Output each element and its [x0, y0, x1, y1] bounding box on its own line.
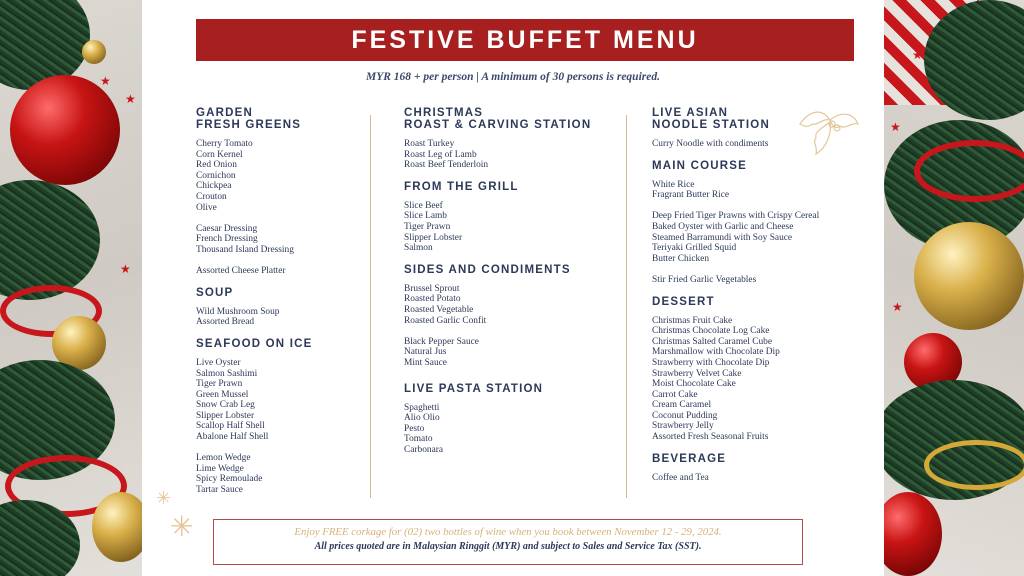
menu-item: Strawberry with Chocolate Dip — [652, 357, 770, 368]
menu-section — [652, 296, 867, 443]
menu-item: Tartar Sauce — [196, 485, 243, 496]
menu-item: Cherry Tomato — [196, 139, 253, 149]
menu-item: Assorted Fresh Seasonal Fruits — [652, 432, 769, 443]
menu-item: Deep Fried Tiger Prawns with Crispy Cereal — [652, 211, 820, 222]
section-heading: LIVE ASIAN NOODLE STATION — [652, 107, 770, 131]
menu-item: Coconut Pudding — [652, 410, 718, 421]
menu-item: Spicy Remoulade — [196, 474, 263, 485]
menu-card — [142, 0, 884, 576]
menu-item: Mint Sauce — [404, 357, 447, 368]
price-subtitle: MYR 168 + per person | A minimum of 30 persons is required. — [366, 71, 660, 83]
column-divider — [370, 115, 371, 498]
section-heading: SOUP — [196, 286, 234, 299]
promo-text: Enjoy FREE corkage for (02) two bottles of wine when you book between November 12 - 29, 2024. — [294, 526, 722, 538]
menu-item: Natural Jus — [404, 347, 447, 358]
menu-item: Strawberry Velvet Cake — [652, 368, 742, 379]
menu-item: Slice Beef — [404, 200, 443, 211]
star-icon: ★ — [912, 48, 923, 62]
snowflake-icon: ✳ — [156, 488, 172, 508]
menu-item: Roasted Vegetable — [404, 304, 474, 315]
menu-item: Christmas Salted Caramel Cube — [652, 336, 773, 347]
menu-section — [196, 107, 366, 277]
menu-section — [404, 383, 614, 456]
gold-ribbon-icon — [924, 440, 1024, 490]
menu-item: Caesar Dressing — [196, 223, 258, 234]
menu-item: Fragrant Butter Rice — [652, 190, 730, 201]
menu-item: Live Oyster — [196, 357, 241, 368]
section-heading: LIVE PASTA STATION — [404, 382, 544, 395]
section-heading: BEVERAGE — [652, 452, 727, 465]
menu-item: Tiger Prawn — [404, 221, 451, 232]
menu-item: Slipper Lobster — [196, 410, 255, 421]
snowflake-icon: ✳ — [170, 512, 194, 543]
menu-column-1 — [196, 107, 366, 506]
menu-item: Lime Wedge — [196, 463, 244, 474]
star-icon: ★ — [125, 92, 136, 106]
menu-section — [652, 453, 867, 484]
section-heading: DESSERT — [652, 295, 715, 308]
menu-item: Marshmallow with Chocolate Dip — [652, 347, 780, 358]
red-ornament-icon — [10, 75, 120, 185]
gold-ornament-icon — [92, 492, 142, 562]
menu-section — [196, 287, 366, 328]
star-icon: ★ — [890, 120, 901, 134]
menu-title: FESTIVE BUFFET MENU — [196, 19, 854, 61]
menu-item: Cornichon — [196, 170, 236, 181]
menu-item: French Dressing — [196, 234, 258, 245]
red-ornament-icon — [884, 492, 942, 576]
menu-item: Tomato — [404, 434, 433, 445]
menu-item: Corn Kernel — [196, 149, 243, 160]
menu-item: Spaghetti — [404, 402, 440, 413]
menu-item: Salmon Sashimi — [196, 368, 258, 379]
gold-ornament-icon — [82, 40, 106, 64]
menu-column-2 — [404, 107, 614, 465]
menu-item: Steamed Barramundi with Soy Sauce — [652, 232, 793, 243]
menu-item: Lemon Wedge — [196, 453, 251, 464]
menu-item: Assorted Bread — [196, 317, 255, 328]
right-decoration-panel — [884, 0, 1024, 576]
pine-branch-icon — [0, 180, 100, 300]
menu-column-3 — [652, 107, 867, 493]
menu-item: Chickpea — [196, 181, 232, 192]
menu-section — [652, 160, 867, 286]
column-divider — [626, 115, 627, 498]
menu-item: Tiger Prawn — [196, 379, 243, 390]
section-heading: SIDES AND CONDIMENTS — [404, 263, 571, 276]
menu-item: Black Pepper Sauce — [404, 336, 479, 347]
star-icon: ★ — [100, 74, 111, 88]
menu-item: Olive — [196, 202, 217, 213]
menu-item: Snow Crab Leg — [196, 400, 255, 411]
menu-item: Stir Fried Garlic Vegetables — [652, 274, 757, 285]
menu-item: Thousand Island Dressing — [196, 244, 294, 255]
menu-item: Teriyaki Grilled Squid — [652, 243, 737, 254]
promo-footer — [213, 519, 803, 565]
menu-item: Salmon — [404, 243, 433, 254]
menu-item: Christmas Fruit Cake — [652, 315, 733, 326]
menu-item: Abalone Half Shell — [196, 432, 269, 443]
red-ribbon-icon — [914, 140, 1024, 202]
menu-item: Slipper Lobster — [404, 232, 463, 243]
section-heading: FROM THE GRILL — [404, 180, 519, 193]
menu-item: Roast Leg of Lamb — [404, 149, 477, 160]
menu-item: Slice Lamb — [404, 211, 447, 222]
section-heading: SEAFOOD ON ICE — [196, 337, 313, 350]
menu-item: Alio Olio — [404, 413, 440, 424]
menu-item: White Rice — [652, 179, 695, 190]
menu-item: Pesto — [404, 423, 425, 434]
menu-item: Strawberry Jelly — [652, 421, 714, 432]
menu-item: Scallop Half Shell — [196, 421, 265, 432]
menu-item: Roasted Garlic Confit — [404, 315, 487, 326]
left-decoration-panel — [0, 0, 142, 576]
menu-item: Wild Mushroom Soup — [196, 306, 280, 317]
menu-item: Roast Beef Tenderloin — [404, 160, 489, 171]
menu-section — [196, 338, 366, 496]
menu-item: Assorted Cheese Platter — [196, 266, 286, 277]
menu-item: Crouton — [196, 191, 227, 202]
section-heading: GARDEN FRESH GREENS — [196, 107, 302, 131]
menu-section — [404, 181, 614, 254]
menu-item: Cream Caramel — [652, 400, 712, 411]
menu-item: Carrot Cake — [652, 389, 698, 400]
menu-item: Moist Chocolate Cake — [652, 379, 736, 390]
menu-item: Christmas Chocolate Log Cake — [652, 326, 770, 337]
menu-item: Green Mussel — [196, 389, 249, 400]
section-heading: CHRISTMAS ROAST & CARVING STATION — [404, 107, 592, 131]
section-heading: MAIN COURSE — [652, 159, 747, 172]
gold-ornament-icon — [914, 222, 1024, 330]
menu-section — [404, 107, 614, 171]
star-icon: ★ — [892, 300, 903, 314]
menu-item: Roast Turkey — [404, 139, 455, 149]
menu-section — [652, 107, 867, 150]
star-icon: ★ — [120, 262, 131, 276]
menu-item: Coffee and Tea — [652, 472, 709, 483]
menu-item: Baked Oyster with Garlic and Cheese — [652, 221, 794, 232]
tax-notice: All prices quoted are in Malaysian Ringgit (MYR) and subject to Sales and Service Tax (SST). — [314, 541, 702, 552]
menu-section — [404, 264, 614, 369]
menu-item: Roasted Potato — [404, 294, 461, 305]
menu-item: Brussel Sprout — [404, 283, 460, 294]
menu-item: Red Onion — [196, 160, 237, 171]
menu-item: Curry Noodle with condiments — [652, 139, 769, 149]
menu-item: Carbonara — [404, 444, 444, 455]
menu-item: Butter Chicken — [652, 253, 710, 264]
